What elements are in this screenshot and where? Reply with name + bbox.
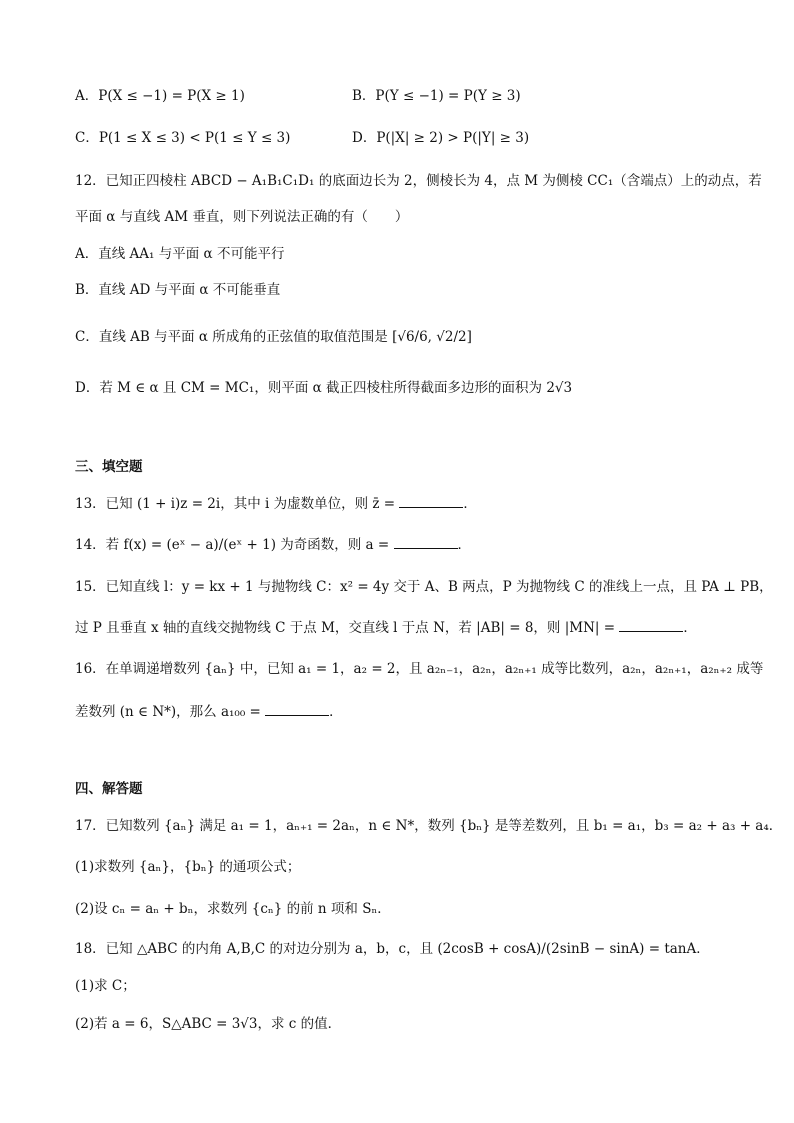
q17-part2: (2)设 cₙ = aₙ + bₙ，求数列 {cₙ} 的前 n 项和 Sₙ． (75, 901, 391, 917)
q17-part1: (1)求数列 {aₙ}，{bₙ} 的通项公式； (75, 859, 301, 875)
q12-stem-line2: 平面 α 与直线 AM 垂直，则下列说法正确的有（ ） (75, 209, 409, 225)
q11-option-c: C．P(1 ≤ X ≤ 3) < P(1 ≤ Y ≤ 3) (75, 130, 291, 146)
q13-end: ． (463, 496, 477, 512)
question-13 (75, 494, 477, 514)
q15-text: 过 P 且垂直 x 轴的直线交抛物线 C 于点 M，交直线 l 于点 N，若 |AB| = 8，则 |MN| = (75, 620, 620, 636)
q18-part1: (1)求 C； (75, 978, 136, 994)
q15-end: ． (683, 620, 697, 636)
q12-option-a: A．直线 AA₁ 与平面 α 不可能平行 (75, 246, 285, 262)
q18-stem: 18．已知 △ABC 的内角 A,B,C 的对边分别为 a，b，c，且 (2cosB + cosA)/(2sinB − sinA) = tanA． (75, 941, 710, 957)
q13-text: 13．已知 (1 + i)z = 2i，其中 i 为虚数单位，则 z̄ = (75, 496, 400, 512)
q11-option-b: B．P(Y ≤ −1) = P(Y ≥ 3) (352, 88, 521, 104)
q16-text: 差数列 (n ∈ N*)，那么 a₁₀₀ = (75, 704, 266, 720)
q15-line1: 15．已知直线 l：y = kx + 1 与抛物线 C：x² = 4y 交于 A、B 两点，P 为抛物线 C 的准线上一点，且 PA ⊥ PB， (75, 579, 773, 595)
q11-option-d: D．P(|X| ≥ 2) > P(|Y| ≥ 3) (352, 130, 530, 146)
q12-option-d: D．若 M ∈ α 且 CM = MC₁，则平面 α 截正四棱柱所得截面多边形的面积为 2√3 (75, 380, 573, 396)
q15-answer-blank[interactable] (619, 618, 683, 632)
question-15 (75, 618, 697, 638)
q14-text: 14．若 f(x) = (eˣ − a)/(eˣ + 1) 为奇函数，则 a = (75, 537, 394, 553)
section-3-heading: 三、填空题 (75, 459, 143, 475)
q16-answer-blank[interactable] (265, 702, 329, 716)
q16-end: ． (329, 704, 343, 720)
q18-part2: (2)若 a = 6，S△ABC = 3√3，求 c 的值． (75, 1016, 342, 1032)
question-16 (75, 702, 343, 722)
q16-line1: 16．在单调递增数列 {aₙ} 中，已知 a₁ = 1，a₂ = 2，且 a₂ₙ₋₁，a₂ₙ，a₂ₙ₊₁ 成等比数列，a₂ₙ，a₂ₙ₊₁，a₂ₙ₊₂ 成等 (75, 661, 764, 677)
q12-option-b: B．直线 AD 与平面 α 不可能垂直 (75, 282, 281, 298)
section-4-heading: 四、解答题 (75, 781, 143, 797)
q13-answer-blank[interactable] (399, 494, 463, 508)
q12-stem-line1: 12．已知正四棱柱 ABCD − A₁B₁C₁D₁ 的底面边长为 2，侧棱长为 4，点 M 为侧棱 CC₁（含端点）上的动点，若 (75, 173, 762, 189)
q11-option-a: A．P(X ≤ −1) = P(X ≥ 1) (75, 88, 245, 104)
question-14 (75, 535, 471, 555)
q14-answer-blank[interactable] (394, 535, 458, 549)
q12-option-c: C．直线 AB 与平面 α 所成角的正弦值的取值范围是 [√6/6, √2/2] (75, 329, 472, 345)
q17-stem: 17．已知数列 {aₙ} 满足 a₁ = 1，aₙ₊₁ = 2aₙ，n ∈ N*，数列 {bₙ} 是等差数列，且 b₁ = a₁，b₃ = a₂ + a₃ + a₄． (75, 818, 783, 834)
q14-end: ． (457, 537, 471, 553)
